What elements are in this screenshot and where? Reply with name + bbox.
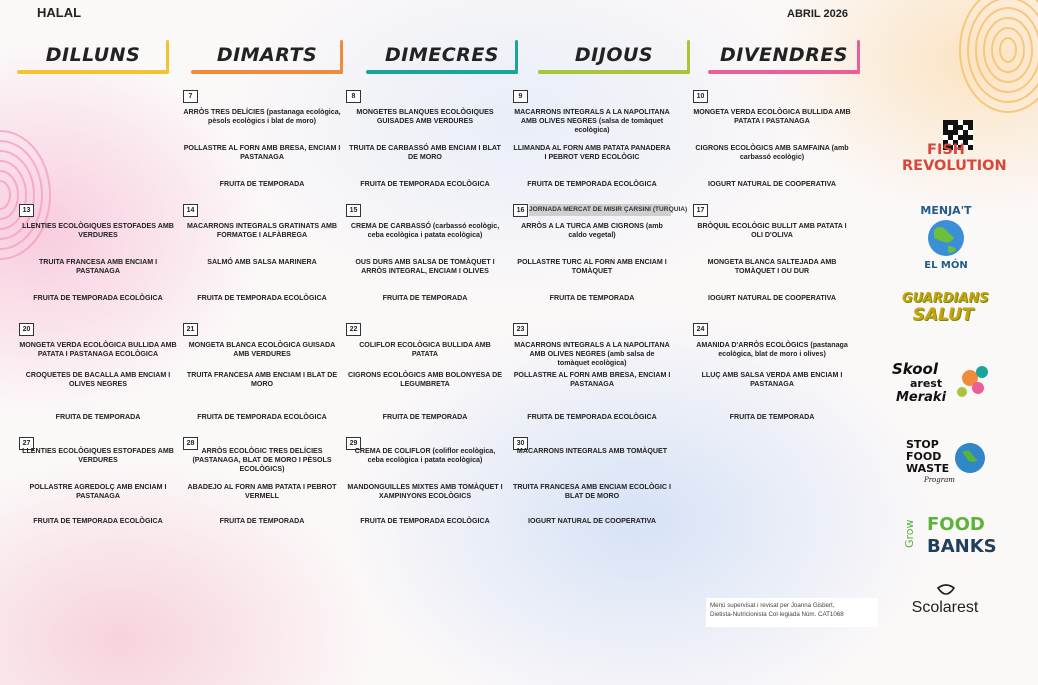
first-course: MONGETA VERDA ECOLÒGICA BULLIDA AMB PATATA I PASTANAGA bbox=[693, 108, 851, 125]
second-course: MANDONGUILLES MIXTES AMB TOMÀQUET I XAMPINYONS ECOLÒGICS bbox=[347, 483, 503, 500]
first-course: MACARRONS INTEGRALS AMB TOMÀQUET bbox=[516, 447, 668, 455]
day-number: 20 bbox=[19, 323, 34, 336]
day-number: 28 bbox=[183, 437, 198, 450]
second-course: CROQUETES DE BACALLA AMB ENCIAM I OLIVES NEGRES bbox=[25, 371, 171, 388]
dessert: IOGURT NATURAL DE COOPERATIVA bbox=[708, 180, 836, 188]
day-number: 13 bbox=[19, 204, 34, 217]
day-header-sidebar bbox=[857, 40, 860, 74]
day-cell bbox=[183, 323, 341, 440]
day-header-underline bbox=[17, 70, 169, 74]
fish-revolution-text: FISH REVOLUTION bbox=[902, 142, 1007, 174]
grow-food-banks-logo bbox=[903, 508, 997, 560]
day-header-sidebar bbox=[340, 40, 343, 74]
day-cell bbox=[183, 204, 341, 321]
day-header-5 bbox=[708, 40, 860, 74]
day-header-sidebar bbox=[166, 40, 169, 74]
day-cell bbox=[346, 90, 504, 207]
first-course: ARRÒS ECOLÒGIC TRES DELÍCIES (PASTANAGA, BLAT DE MORO I PÈSOLS ECOLÒGICS) bbox=[192, 447, 332, 473]
first-course: MONGETES BLANQUES ECOLÒGIQUES GUISADES AMB VERDURES bbox=[356, 108, 494, 125]
day-number: 10 bbox=[693, 90, 708, 103]
dessert: FRUITA DE TEMPORADA ECOLÒGICA bbox=[197, 294, 327, 302]
meraki-text: Meraki bbox=[896, 390, 947, 405]
menjat-text-top: MENJA'T bbox=[920, 204, 972, 217]
grow-text: Grow bbox=[903, 519, 916, 548]
dessert: FRUITA DE TEMPORADA ECOLÒGICA bbox=[360, 517, 490, 525]
second-course: CIGRONS ECOLÒGICS AMB SAMFAINA (amb carbassó ecològic) bbox=[695, 144, 849, 161]
day-number: 8 bbox=[346, 90, 361, 103]
first-course: CREMA DE CARBASSÓ (carbassó ecològic, ceba ecològica i patata ecològica) bbox=[350, 222, 500, 239]
waste-text: WASTE bbox=[906, 462, 950, 475]
fingerprint-decoration-right bbox=[948, 0, 1038, 130]
first-course: CREMA DE COLIFLOR (coliflor ecològica, ceba ecològica i patata ecològica) bbox=[354, 447, 496, 464]
day-header-label: DILLUNS bbox=[45, 44, 141, 66]
scolarest-logo bbox=[902, 582, 988, 618]
first-course: BRÒQUIL ECOLÒGIC BULLIT AMB PATATA I OLI D'OLIVA bbox=[697, 222, 847, 239]
event-banner: JORNADA MERCAT DE MISIR ÇARSINI (TURQUIA) bbox=[529, 204, 671, 216]
first-course: MACARRONS INTEGRALS GRATINATS AMB FORMATGE I ALFÀBREGA bbox=[186, 222, 337, 239]
day-header-sidebar bbox=[687, 40, 690, 74]
day-cell bbox=[19, 204, 177, 321]
day-cell bbox=[346, 437, 504, 554]
first-course: MONGETA BLANCA ECOLÒGICA GUISADA AMB VERDURES bbox=[188, 341, 336, 358]
day-number: 15 bbox=[346, 204, 361, 217]
food-banks-food-text: FOOD bbox=[927, 514, 985, 535]
dessert: IOGURT NATURAL DE COOPERATIVA bbox=[708, 294, 836, 302]
day-cell bbox=[346, 204, 504, 321]
day-header-underline bbox=[538, 70, 690, 74]
menu-type-title: HALAL bbox=[37, 5, 82, 20]
dessert: FRUITA DE TEMPORADA ECOLÒGICA bbox=[527, 180, 657, 188]
day-number: 22 bbox=[346, 323, 361, 336]
second-course: POLLASTRE AL FORN AMB BRESA, ENCIAM I PASTANAGA bbox=[183, 144, 341, 161]
menjat-el-mon-logo bbox=[906, 200, 986, 272]
day-cell bbox=[513, 323, 671, 440]
day-header-label: DIJOUS bbox=[574, 44, 654, 66]
dessert: FRUITA DE TEMPORADA bbox=[219, 517, 305, 525]
day-header-underline bbox=[366, 70, 518, 74]
scolarest-text: Scolarest bbox=[911, 599, 979, 616]
day-cell bbox=[693, 204, 851, 321]
menjat-text-bottom: EL MÓN bbox=[924, 260, 968, 271]
day-header-1 bbox=[17, 40, 169, 74]
second-course: LLIMANDA AL FORN AMB PATATA PANADERA I PEBROT VERD ECOLÒGIC bbox=[513, 144, 671, 161]
day-cell bbox=[19, 437, 177, 554]
day-cell bbox=[513, 204, 688, 321]
day-header-label: DIMARTS bbox=[216, 44, 318, 66]
day-cell bbox=[693, 90, 851, 207]
day-header-sidebar bbox=[515, 40, 518, 74]
dessert: IOGURT NATURAL DE COOPERATIVA bbox=[528, 517, 656, 525]
second-course: SALMÓ AMB SALSA MARINERA bbox=[207, 258, 317, 266]
first-course: COLIFLOR ECOLÒGICA BULLIDA AMB PATATA bbox=[359, 341, 491, 358]
dessert: FRUITA DE TEMPORADA ECOLÒGICA bbox=[33, 517, 163, 525]
guardians-text: GUARDIANS bbox=[902, 291, 989, 306]
stop-food-waste-logo bbox=[904, 436, 988, 484]
day-cell bbox=[183, 437, 341, 554]
day-cell bbox=[346, 323, 504, 440]
day-number: 17 bbox=[693, 204, 708, 217]
day-header-label: DIMECRES bbox=[385, 44, 499, 66]
day-number: 21 bbox=[183, 323, 198, 336]
second-course: POLLASTRE TURC AL FORN AMB ENCIAM I TOMÀQUET bbox=[517, 258, 667, 275]
day-number: 16 bbox=[513, 204, 528, 217]
dessert: FRUITA DE TEMPORADA bbox=[55, 413, 141, 421]
second-course: TRUITA FRANCESA AMB ENCIAM I BLAT DE MORO bbox=[186, 371, 338, 388]
day-number: 9 bbox=[513, 90, 528, 103]
fish-revolution-logo bbox=[902, 142, 1007, 174]
arest-text: arest bbox=[910, 377, 943, 390]
food-text: FOOD bbox=[906, 450, 942, 463]
day-number: 14 bbox=[183, 204, 198, 217]
first-course: MACARRONS INTEGRALS A LA NAPOLITANA AMB OLIVES NEGRES (salsa de tomàquet ecològica) bbox=[514, 108, 670, 134]
first-course: LLENTIES ECOLÒGIQUES ESTOFADES AMB VERDURES bbox=[22, 222, 174, 239]
first-course: ARRÒS A LA TURCA AMB CIGRONS (amb caldo vegetal) bbox=[521, 222, 663, 239]
globe-icon bbox=[906, 200, 986, 272]
salut-text: SALUT bbox=[912, 305, 974, 325]
dessert: FRUITA DE TEMPORADA bbox=[382, 413, 468, 421]
food-banks-banks-text: BANKS bbox=[927, 536, 997, 557]
day-number: 24 bbox=[693, 323, 708, 336]
dessert: FRUITA DE TEMPORADA ECOLÒGICA bbox=[33, 294, 163, 302]
dessert: FRUITA DE TEMPORADA ECOLÒGICA bbox=[527, 413, 657, 421]
dessert: FRUITA DE TEMPORADA bbox=[549, 294, 635, 302]
second-course: POLLASTRE AL FORN AMB BRESA, ENCIAM I PASTANAGA bbox=[513, 371, 671, 388]
dessert: FRUITA DE TEMPORADA bbox=[382, 294, 468, 302]
second-course: TRUITA FRANCESA AMB ENCIAM I PASTANAGA bbox=[38, 258, 158, 275]
second-course: LLUÇ AMB SALSA VERDA AMB ENCIAM I PASTANAGA bbox=[701, 371, 843, 388]
day-header-3 bbox=[366, 40, 518, 74]
second-course: MONGETA BLANCA SALTEJADA AMB TOMÀQUET I OU DUR bbox=[707, 258, 837, 275]
first-course: ARRÒS TRES DELÍCIES (pastanaga ecològica, pèsols ecològics i blat de moro) bbox=[183, 108, 341, 125]
second-course: POLLASTRE AGREDOLÇ AMB ENCIAM I PASTANAGA bbox=[29, 483, 167, 500]
first-course: LLENTIES ECOLÒGIQUES ESTOFADES AMB VERDURES bbox=[22, 447, 174, 464]
supervision-note bbox=[706, 598, 878, 627]
day-cell bbox=[19, 323, 177, 440]
stop-text: STOP bbox=[906, 438, 939, 451]
first-course: MACARRONS INTEGRALS A LA NAPOLITANA AMB OLIVES NEGRES (amb salsa de tomàquet ecològica) bbox=[514, 341, 670, 367]
day-number: 23 bbox=[513, 323, 528, 336]
second-course: TRUITA FRANCESA AMB ENCIAM ECOLÒGIC I BLAT DE MORO bbox=[513, 483, 671, 500]
guardians-salut-logo bbox=[902, 291, 989, 325]
second-course: ABADEJO AL FORN AMB PATATA I PEBROT VERMELL bbox=[187, 483, 337, 500]
month-title: ABRIL 2026 bbox=[787, 8, 848, 20]
day-header-2 bbox=[191, 40, 343, 74]
day-header-label: DIVENDRES bbox=[720, 44, 848, 66]
day-number: 27 bbox=[19, 437, 34, 450]
second-course: CIGRONS ECOLÒGICS AMB BOLONYESA DE LEGUMBRETA bbox=[348, 371, 502, 388]
day-number: 29 bbox=[346, 437, 361, 450]
day-number: 7 bbox=[183, 90, 198, 103]
day-cell bbox=[513, 437, 671, 554]
first-course: MONGETA VERDA ECOLÒGICA BULLIDA AMB PATATA I PASTANAGA ECOLÒGICA bbox=[19, 341, 177, 358]
day-header-4 bbox=[538, 40, 690, 74]
day-cell bbox=[513, 90, 671, 207]
day-header-underline bbox=[708, 70, 860, 74]
first-course: AMANIDA D'ARRÒS ECOLÒGICS (pastanaga ecològica, blat de moro i olives) bbox=[696, 341, 848, 358]
second-course: TRUITA DE CARBASSÓ AMB ENCIAM I BLAT DE MORO bbox=[349, 144, 501, 161]
dessert: FRUITA DE TEMPORADA ECOLÒGICA bbox=[360, 180, 490, 188]
dessert: FRUITA DE TEMPORADA ECOLÒGICA bbox=[197, 413, 327, 421]
note-line-1: Menú supervisat i revisat per Joanna Gisbert, bbox=[710, 602, 835, 609]
day-cell bbox=[693, 323, 851, 440]
skool-text: Skool bbox=[892, 360, 938, 378]
day-number: 30 bbox=[513, 437, 528, 450]
skool-arest-meraki-logo bbox=[890, 356, 992, 406]
dessert: FRUITA DE TEMPORADA bbox=[729, 413, 815, 421]
day-header-underline bbox=[191, 70, 343, 74]
second-course: OUS DURS AMB SALSA DE TOMÀQUET I ARRÒS INTEGRAL, ENCIAM I OLIVES bbox=[355, 258, 495, 275]
program-text: Program bbox=[924, 476, 955, 484]
day-cell bbox=[183, 90, 341, 207]
note-line-2: Dietista-Nutricionista Col·legiada Núm. CAT1068 bbox=[710, 611, 844, 618]
dessert: FRUITA DE TEMPORADA bbox=[219, 180, 305, 188]
